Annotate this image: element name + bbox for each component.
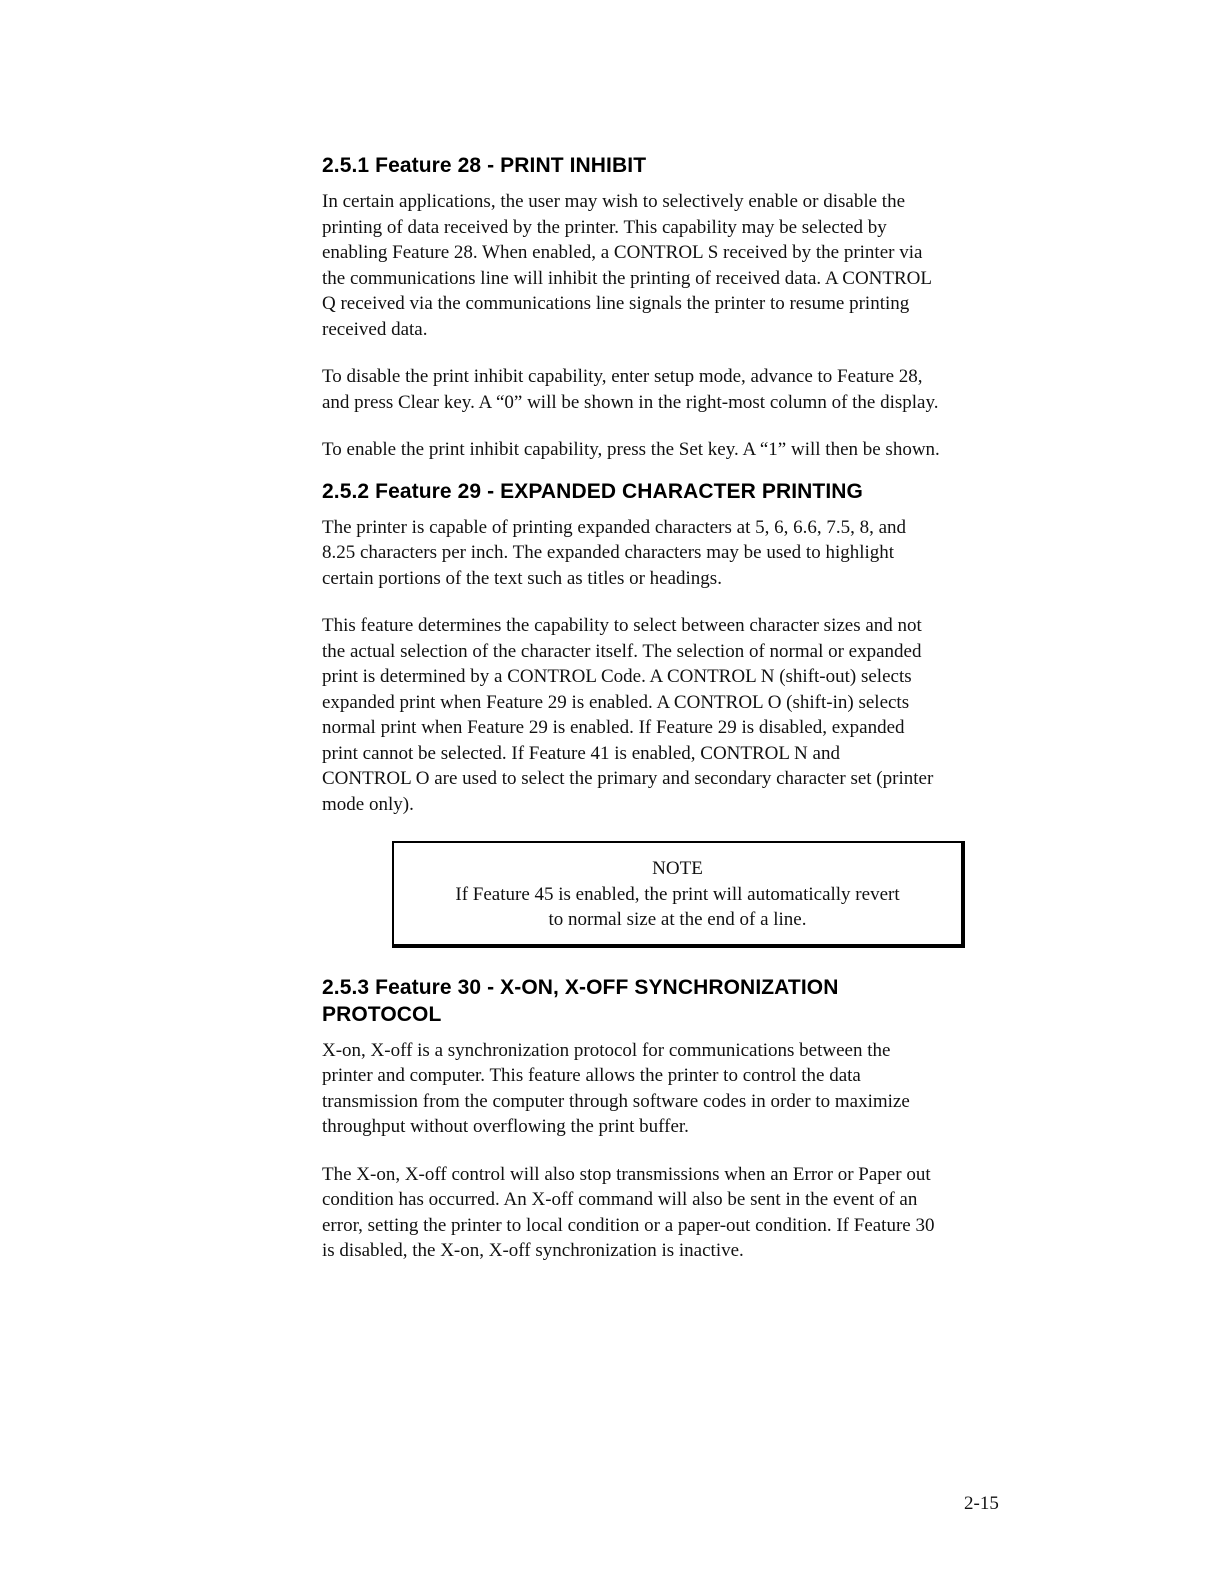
text-line: received data. xyxy=(322,318,428,340)
paragraph-print-inhibit-intro xyxy=(322,189,1042,342)
text-line: expanded print when Feature 29 is enabled. A CONTROL O (shift-in) selects xyxy=(322,691,910,713)
text-line: is disabled, the X-on, X-off synchronization is inactive. xyxy=(322,1240,744,1261)
page-number: 2-15 xyxy=(964,1493,999,1514)
text-line: transmission from the computer through software codes in order to maximize xyxy=(322,1090,910,1112)
paragraph-enable-print-inhibit xyxy=(322,437,1042,463)
text-line: 8.25 characters per inch. The expanded characters may be used to highlight xyxy=(322,542,895,563)
text-line: certain portions of the text such as titles or headings. xyxy=(322,567,722,589)
text-line: to normal size at the end of a line. xyxy=(548,909,807,930)
section-heading-2-5-3 xyxy=(322,974,1042,1028)
note-text xyxy=(404,882,951,933)
text-line: print is determined by a CONTROL Code. A CONTROL N (shift-out) selects xyxy=(322,666,912,687)
text-line: error, setting the printer to local condition or a paper-out condition. If Feature 30 xyxy=(322,1214,935,1236)
text-line: and press Clear key. A “0” will be shown in the right-most column of the display. xyxy=(322,391,939,413)
note-box xyxy=(392,841,965,948)
text-line: the actual selection of the character itself. The selection of normal or expanded xyxy=(322,640,922,662)
text-line: CONTROL O are used to select the primary and secondary character set (printer xyxy=(322,768,934,789)
section-heading-2-5-1: 2.5.1 Feature 28 - PRINT INHIBIT xyxy=(322,154,647,177)
text-line: The printer is capable of printing expanded characters at 5, 6, 6.6, 7.5, 8, and xyxy=(322,516,907,538)
paragraph-expanded-intro xyxy=(322,515,1042,592)
heading-line: 2.5.3 Feature 30 - X-ON, X-OFF SYNCHRONIZATION xyxy=(322,975,839,999)
text-line: printing of data received by the printer. This capability may be selected by xyxy=(322,216,887,238)
text-line: The X-on, X-off control will also stop transmissions when an Error or Paper out xyxy=(322,1163,931,1185)
paragraph-xon-xoff-details xyxy=(322,1162,1042,1264)
text-line: If Feature 45 is enabled, the print will automatically revert xyxy=(455,883,900,905)
text-line: the communications line will inhibit the printing of received data. A CONTROL xyxy=(322,267,932,289)
text-line: normal print when Feature 29 is enabled. If Feature 29 is disabled, expanded xyxy=(322,717,905,738)
paragraph-disable-print-inhibit xyxy=(322,364,1042,415)
text-line: To disable the print inhibit capability, enter setup mode, advance to Feature 28, xyxy=(322,366,923,387)
text-line: enabling Feature 28. When enabled, a CONTROL S received by the printer via xyxy=(322,242,923,263)
text-line: To enable the print inhibit capability, press the Set key. A “1” will then be shown. xyxy=(322,439,940,460)
document-page xyxy=(322,152,1042,1264)
paragraph-expanded-details xyxy=(322,613,1042,817)
text-line: throughput without overflowing the print buffer. xyxy=(322,1116,689,1137)
text-line: mode only). xyxy=(322,793,414,815)
text-line: condition has occurred. An X-off command will also be sent in the event of an xyxy=(322,1189,918,1210)
paragraph-xon-xoff-intro xyxy=(322,1038,1042,1140)
heading-line: PROTOCOL xyxy=(322,1002,442,1026)
text-line: Q received via the communications line signals the printer to resume printing xyxy=(322,293,910,314)
text-line: X-on, X-off is a synchronization protocol for communications between the xyxy=(322,1039,891,1061)
text-line: This feature determines the capability to select between character sizes and not xyxy=(322,615,922,636)
section-heading-2-5-2: 2.5.2 Feature 29 - EXPANDED CHARACTER PRINTING xyxy=(322,479,863,503)
text-line: print cannot be selected. If Feature 41 is enabled, CONTROL N and xyxy=(322,742,840,764)
note-title: NOTE xyxy=(652,858,703,879)
text-line: printer and computer. This feature allows the printer to control the data xyxy=(322,1065,861,1086)
text-line: In certain applications, the user may wish to selectively enable or disable the xyxy=(322,191,905,212)
